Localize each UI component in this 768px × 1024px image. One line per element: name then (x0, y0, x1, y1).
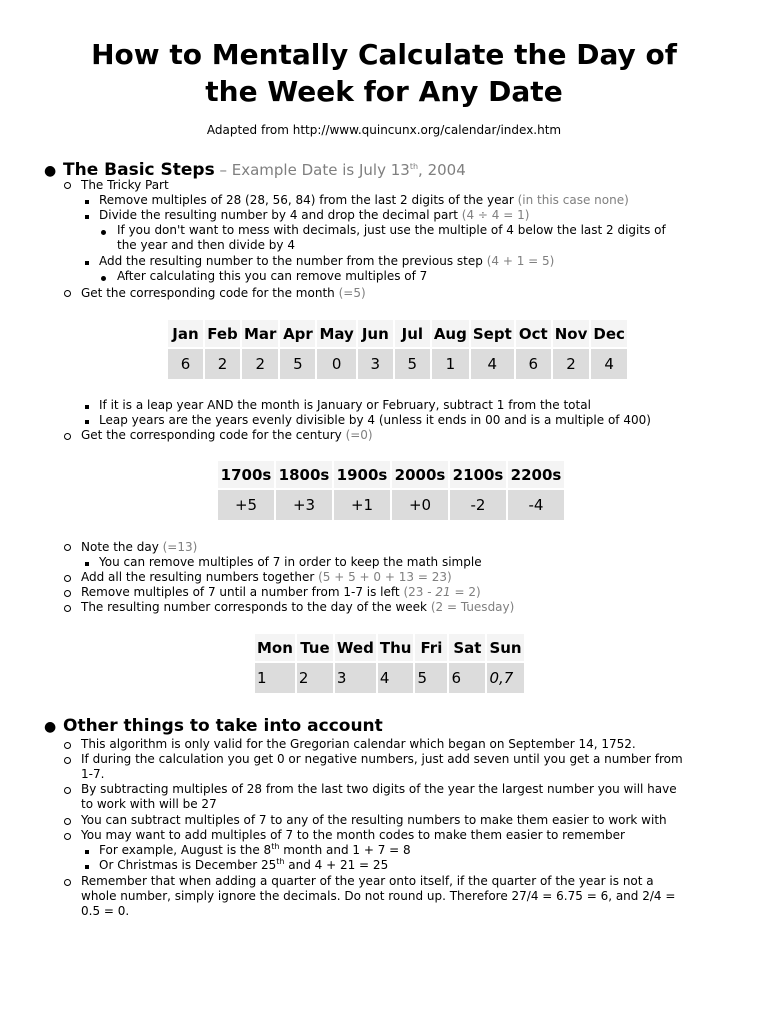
dot-bullet-icon (96, 226, 110, 239)
century-code-cell: -4 (508, 490, 564, 520)
circle-bullet-icon (60, 542, 74, 555)
list-item-continuation: the year and then divide by 4 (117, 238, 295, 252)
list-item: If it is a leap year AND the month is January or February, subtract 1 from the total (99, 398, 591, 412)
circle-bullet-icon (60, 180, 74, 193)
month-code-cell: 1 (432, 349, 469, 379)
example-date: – Example Date is July 13th, 2004 (214, 161, 466, 179)
list-item: Remember that when adding a quarter of the year onto itself, if the quarter of the year is not a (81, 874, 654, 888)
century-code-cell: +0 (392, 490, 448, 520)
list-item: Remove multiples of 7 until a number from 1-7 is left (23 - 21 = 2) (81, 585, 481, 599)
heading-text: The Basic Steps (63, 160, 215, 180)
century-code-cell: -2 (450, 490, 506, 520)
day-header-cell: Thu (378, 634, 414, 661)
century-code-cell: +1 (334, 490, 390, 520)
month-code-cell: 4 (591, 349, 627, 379)
circle-bullet-icon (60, 740, 74, 753)
month-header-cell: Jun (358, 320, 393, 347)
day-header-cell: Mon (255, 634, 295, 661)
day-header-cell: Wed (335, 634, 376, 661)
circle-bullet-icon (60, 877, 74, 890)
bullet-icon: ● (44, 719, 57, 735)
source-attribution: Adapted from http://www.quincunx.org/calendar/index.htm (206, 123, 562, 137)
list-item: You can subtract multiples of 7 to any of the resulting numbers to make them easier to work with (81, 813, 667, 827)
century-header-cell: 1900s (334, 461, 390, 488)
month-code-cell: 2 (242, 349, 278, 379)
century-header-cell: 2000s (392, 461, 448, 488)
list-item: You can remove multiples of 7 in order to keep the math simple (99, 555, 482, 569)
century-code-cell: +3 (276, 490, 332, 520)
list-item: Remove multiples of 28 (28, 56, 84) from the last 2 digits of the year (in this case none) (99, 193, 629, 207)
list-item: The resulting number corresponds to the day of the week (2 = Tuesday) (81, 600, 515, 614)
month-header-cell: May (317, 320, 355, 347)
month-header-cell: Feb (205, 320, 240, 347)
century-header-cell: 1700s (218, 461, 274, 488)
day-code-cell: 3 (335, 663, 376, 693)
square-bullet-icon (80, 211, 94, 224)
circle-bullet-icon (60, 288, 74, 301)
century-code-cell: +5 (218, 490, 274, 520)
circle-bullet-icon (60, 831, 74, 844)
list-item: The Tricky Part (81, 178, 169, 192)
month-header-cell: Jan (168, 320, 203, 347)
day-code-cell: 5 (415, 663, 447, 693)
circle-bullet-icon (60, 603, 74, 616)
circle-bullet-icon (60, 755, 74, 768)
list-item: Leap years are the years evenly divisible by 4 (unless it ends in 00 and is a multiple of 400) (99, 413, 651, 427)
square-bullet-icon (80, 257, 94, 270)
list-item: If you don't want to mess with decimals, just use the multiple of 4 below the last 2 digits of (117, 223, 666, 237)
month-header-cell: Sept (471, 320, 514, 347)
month-code-cell: 5 (280, 349, 315, 379)
circle-bullet-icon (60, 785, 74, 798)
list-item: Add all the resulting numbers together (5 + 5 + 0 + 13 = 23) (81, 570, 452, 584)
day-header-cell: Tue (297, 634, 333, 661)
list-item: Get the corresponding code for the month (=5) (81, 286, 366, 300)
circle-bullet-icon (60, 588, 74, 601)
list-item: This algorithm is only valid for the Gregorian calendar which began on September 14, 1752. (81, 737, 636, 751)
list-item-continuation: 1-7. (81, 767, 105, 781)
list-item: Add the resulting number to the number from the previous step (4 + 1 = 5) (99, 254, 555, 268)
century-header-cell: 2100s (450, 461, 506, 488)
month-code-cell: 2 (553, 349, 590, 379)
month-header-cell: Dec (591, 320, 627, 347)
square-bullet-icon (80, 846, 94, 859)
list-item: Or Christmas is December 25th and 4 + 21 = 25 (99, 857, 389, 872)
day-header-cell: Fri (415, 634, 447, 661)
list-item-continuation: whole number, simply ignore the decimals. Do not round up. Therefore 27/4 = 6.75 = 6, and 2/4 = (81, 889, 676, 903)
square-bullet-icon (80, 196, 94, 209)
month-code-cell: 4 (471, 349, 514, 379)
month-code-cell: 5 (395, 349, 430, 379)
page-title: How to Mentally Calculate the Day of the Week for Any Date (91, 38, 677, 108)
month-header-cell: Nov (553, 320, 590, 347)
list-item: After calculating this you can remove multiples of 7 (117, 269, 428, 283)
bullet-icon: ● (44, 163, 57, 179)
month-code-cell: 3 (358, 349, 393, 379)
day-code-cell: 0,7 (487, 663, 523, 693)
month-header-cell: Aug (432, 320, 469, 347)
circle-bullet-icon (60, 573, 74, 586)
circle-bullet-icon (60, 816, 74, 829)
list-item: Divide the resulting number by 4 and drop the decimal part (4 ÷ 4 = 1) (99, 208, 530, 222)
month-header-cell: Oct (516, 320, 551, 347)
month-code-cell: 2 (205, 349, 240, 379)
list-item-continuation: to work with will be 27 (81, 797, 217, 811)
dot-bullet-icon (96, 272, 110, 285)
list-item: For example, August is the 8th month and 1 + 7 = 8 (99, 842, 411, 857)
square-bullet-icon (80, 861, 94, 874)
circle-bullet-icon (60, 431, 74, 444)
month-code-cell: 6 (168, 349, 203, 379)
day-code-cell: 1 (255, 663, 295, 693)
century-code-table (216, 459, 566, 522)
list-item-continuation: 0.5 = 0. (81, 904, 130, 918)
day-header-cell: Sat (449, 634, 485, 661)
day-code-cell: 6 (449, 663, 485, 693)
day-code-cell: 2 (297, 663, 333, 693)
heading-text: Other things to take into account (63, 716, 383, 736)
month-code-table (166, 318, 629, 381)
month-header-cell: Jul (395, 320, 430, 347)
century-header-cell: 1800s (276, 461, 332, 488)
month-code-cell: 0 (317, 349, 355, 379)
list-item: Get the corresponding code for the century (=0) (81, 428, 373, 442)
list-item: You may want to add multiples of 7 to the month codes to make them easier to remember (81, 828, 625, 842)
month-header-cell: Mar (242, 320, 278, 347)
list-item: By subtracting multiples of 28 from the last two digits of the year the largest number you will have (81, 782, 677, 796)
square-bullet-icon (80, 401, 94, 414)
list-item: If during the calculation you get 0 or negative numbers, just add seven until you get a number from (81, 752, 683, 766)
list-item: Note the day (=13) (81, 540, 198, 554)
month-header-cell: Apr (280, 320, 315, 347)
day-code-table (253, 632, 526, 695)
day-code-cell: 4 (378, 663, 414, 693)
day-header-cell: Sun (487, 634, 523, 661)
century-header-cell: 2200s (508, 461, 564, 488)
month-code-cell: 6 (516, 349, 551, 379)
